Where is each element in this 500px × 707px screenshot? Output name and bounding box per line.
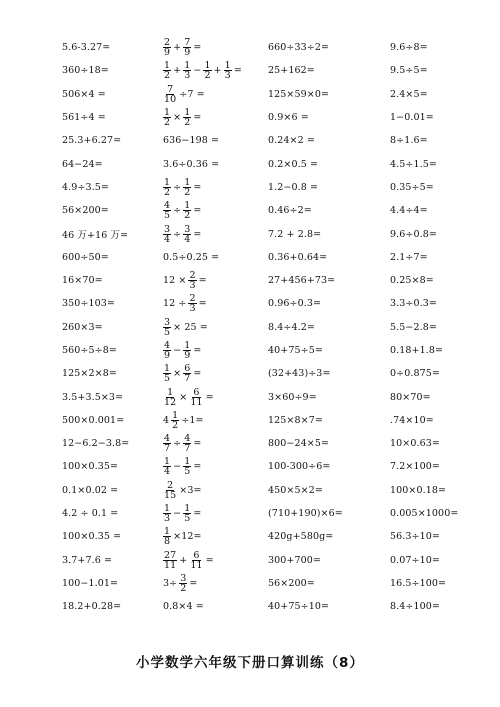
problem-item: 80×70= — [390, 391, 431, 403]
problem-item: 46 万+16 万= — [62, 230, 129, 242]
expression-text: = — [193, 112, 202, 124]
numerator: 1 — [224, 60, 231, 72]
fraction — [163, 364, 171, 383]
problem-column-3 — [268, 36, 388, 618]
numerator: 1 — [204, 60, 211, 72]
denominator: 3 — [189, 280, 196, 292]
problem-item: 0.2×0.5 = — [268, 158, 319, 170]
denominator: 9 — [184, 47, 191, 59]
denominator: 2 — [164, 117, 171, 129]
problem-item: 3.3÷0.3= — [390, 298, 437, 310]
expression-text: 636−198 = — [163, 135, 220, 147]
denominator: 7 — [164, 443, 171, 455]
problem-item: 0÷0.875= — [390, 368, 440, 380]
problem-item: 100×0.35= — [62, 461, 119, 473]
fraction — [183, 108, 191, 127]
fraction — [163, 341, 171, 360]
numerator: 1 — [164, 456, 171, 468]
denominator: 2 — [164, 186, 171, 198]
expression-text: × 25 = — [173, 321, 208, 333]
problem-item — [162, 432, 262, 455]
denominator: 12 — [164, 396, 177, 408]
problem-item: 2.4×5= — [390, 88, 428, 100]
problem-item: 18.2+0.28= — [62, 601, 122, 613]
problem-item — [162, 222, 262, 245]
problem-item: 27+456+73= — [268, 275, 336, 287]
problem-item: 0.1×0.02 = — [62, 484, 119, 496]
problem-item: 260×3= — [62, 321, 103, 333]
numerator: 4 — [184, 433, 191, 445]
fraction — [188, 294, 196, 313]
problem-item: 420g+580g= — [268, 531, 334, 543]
fraction — [183, 201, 191, 220]
fraction — [163, 434, 171, 453]
problem-item: 1.2−0.8 = — [268, 181, 319, 193]
fraction — [189, 551, 203, 570]
denominator: 9 — [184, 350, 191, 361]
problem-item: 9.6÷0.8= — [390, 228, 437, 240]
problem-item — [162, 595, 262, 618]
denominator: 8 — [164, 536, 171, 548]
expression-text: − — [173, 508, 182, 520]
denominator: 9 — [164, 47, 171, 59]
problem-item — [162, 409, 262, 432]
problem-item — [162, 129, 262, 152]
problem-item — [162, 152, 262, 175]
problem-item: 7.2×100= — [390, 461, 440, 473]
problem-item: 8.4÷4.2= — [268, 321, 315, 333]
fraction — [163, 481, 177, 500]
problem-item — [162, 59, 262, 82]
fraction — [183, 225, 191, 244]
fraction — [163, 38, 171, 57]
expression-text: ÷ — [173, 181, 182, 193]
denominator: 7 — [184, 443, 191, 455]
numerator: 3 — [164, 223, 171, 235]
denominator: 5 — [164, 210, 171, 222]
denominator: 4 — [164, 233, 171, 245]
denominator: 5 — [184, 513, 191, 525]
numerator: 3 — [180, 572, 187, 584]
problem-item: 300+700= — [268, 554, 321, 566]
problem-item: 450×5×2= — [268, 484, 323, 496]
problem-item: 9.5÷5= — [390, 65, 428, 77]
expression-text: ÷1= — [181, 414, 204, 426]
problem-item — [162, 339, 262, 362]
problem-item — [162, 525, 262, 548]
expression-text: = — [193, 205, 202, 217]
fraction — [163, 318, 171, 337]
denominator: 5 — [164, 326, 171, 338]
problem-item: 560÷5÷8= — [62, 345, 117, 356]
problem-item — [162, 176, 262, 199]
problem-item — [162, 246, 262, 269]
expression-text: ×12= — [173, 531, 202, 543]
fraction — [163, 85, 177, 104]
expression-text: + — [179, 554, 188, 566]
problem-item: 16×70= — [62, 275, 103, 287]
problem-item — [162, 572, 262, 595]
numerator: 1 — [164, 107, 171, 119]
expression-text: = — [198, 275, 207, 287]
expression-text: − — [193, 65, 202, 77]
problem-item: 125×59×0= — [268, 88, 330, 100]
problem-item: 40+75÷5= — [268, 345, 323, 356]
expression-text: = — [205, 554, 214, 566]
problem-item: 0.35÷5= — [390, 181, 434, 193]
denominator: 2 — [184, 210, 191, 222]
fraction — [183, 364, 191, 383]
numerator: 7 — [167, 83, 174, 95]
denominator: 5 — [164, 373, 171, 385]
denominator: 2 — [204, 70, 211, 82]
expression-text: = — [198, 298, 207, 310]
fraction — [163, 527, 171, 546]
problem-item: 8÷1.6= — [390, 135, 428, 147]
numerator: 1 — [164, 60, 171, 72]
denominator: 4 — [184, 233, 191, 245]
fraction — [183, 341, 191, 360]
expression-text: + — [173, 42, 182, 54]
expression-text: × — [173, 112, 182, 124]
expression-text: − — [173, 461, 182, 473]
problem-item — [162, 549, 262, 572]
denominator: 3 — [184, 70, 191, 82]
fraction — [183, 178, 191, 197]
denominator: 3 — [189, 303, 196, 315]
problem-item — [162, 502, 262, 525]
problem-item — [162, 83, 262, 106]
problem-item: 125×2×8= — [62, 368, 117, 380]
problem-item: 4.4÷4= — [390, 205, 428, 217]
denominator: 2 — [180, 582, 187, 594]
problem-item — [162, 106, 262, 129]
denominator: 2 — [172, 419, 179, 431]
problem-item: 800−24×5= — [268, 438, 330, 450]
problem-item — [162, 316, 262, 339]
problem-item: 40+75÷10= — [268, 601, 330, 613]
fraction — [189, 388, 203, 407]
problem-item: 125×8×7= — [268, 414, 323, 426]
numerator: 1 — [164, 176, 171, 188]
fraction — [188, 271, 196, 290]
numerator: 2 — [189, 270, 196, 282]
worksheet-title: 小学数学六年级下册口算训练（8） — [136, 655, 364, 671]
fraction — [163, 457, 171, 476]
expression-text: ÷ — [173, 228, 182, 240]
expression-text: = — [193, 42, 202, 54]
expression-text: × — [179, 391, 188, 403]
problem-item: 16.5÷100= — [390, 577, 447, 589]
expression-text: × — [173, 368, 182, 380]
problem-item: 3.7+7.6 = — [62, 554, 113, 566]
expression-text: = — [193, 345, 202, 356]
problem-item: (32+43)÷3= — [268, 368, 331, 380]
fraction — [163, 225, 171, 244]
problem-item: 3×60÷9= — [268, 391, 317, 403]
denominator: 11 — [164, 559, 177, 571]
problem-item: 660÷33÷2= — [268, 42, 330, 54]
denominator: 7 — [184, 373, 191, 385]
problem-item: 360÷18= — [62, 65, 109, 77]
numerator: 1 — [184, 456, 191, 468]
expression-text: + — [213, 65, 222, 77]
denominator: 11 — [190, 396, 203, 408]
problem-item — [162, 479, 262, 502]
expression-text: + — [173, 65, 182, 77]
problem-column-4 — [390, 36, 495, 618]
problem-item: 0.005×1000= — [390, 508, 459, 520]
expression-text: ÷ — [173, 205, 182, 217]
problem-item: 8.4÷100= — [390, 601, 440, 613]
fraction — [224, 61, 232, 80]
denominator: 5 — [184, 466, 191, 478]
numerator: 6 — [193, 386, 200, 398]
denominator: 10 — [164, 93, 177, 105]
numerator: 2 — [167, 479, 174, 491]
problem-item: 500×0.001= — [62, 414, 125, 426]
numerator: 1 — [172, 409, 179, 421]
expression-text: 0.5÷0.25 = — [163, 251, 220, 263]
problem-item — [162, 199, 262, 222]
fraction — [179, 574, 187, 593]
problem-item: 5.6-3.27= — [62, 42, 111, 54]
problem-item — [162, 36, 262, 59]
problem-item: 56×200= — [62, 205, 109, 217]
fraction — [163, 61, 171, 80]
problem-item: 56.3÷10= — [390, 531, 440, 543]
numerator: 4 — [164, 200, 171, 212]
fraction — [183, 38, 191, 57]
problem-item: 0.07÷10= — [390, 554, 440, 566]
fraction — [183, 504, 191, 523]
problem-item: 4.5÷1.5= — [390, 158, 437, 170]
numerator: 3 — [184, 223, 191, 235]
problem-item: 0.9×6 = — [268, 112, 309, 124]
problem-item: 25.3+6.27= — [62, 135, 122, 147]
denominator: 9 — [164, 350, 171, 361]
problem-item: 100×0.18= — [390, 484, 447, 496]
numerator: 6 — [193, 549, 200, 561]
problem-column-1 — [62, 36, 157, 618]
expression-text: 12 ÷ — [163, 298, 187, 310]
numerator: 2 — [164, 37, 171, 49]
problem-item — [162, 385, 262, 408]
numerator: 1 — [167, 386, 174, 398]
problem-item: 0.36+0.64= — [268, 251, 328, 263]
denominator: 2 — [164, 70, 171, 82]
numerator: 1 — [164, 363, 171, 375]
numerator: 27 — [164, 549, 177, 561]
problem-column-2 — [162, 36, 262, 618]
problem-item: 64−24= — [62, 158, 103, 170]
expression-text: = — [193, 438, 202, 450]
problem-item: 0.46÷2= — [268, 205, 312, 217]
problem-item: (710+190)×6= — [268, 508, 343, 520]
fraction — [163, 108, 171, 127]
denominator: 4 — [164, 466, 171, 478]
expression-text: = — [193, 368, 202, 380]
problem-item: 0.24×2 = — [268, 135, 315, 147]
expression-text: 12 × — [163, 275, 187, 287]
fraction — [163, 551, 177, 570]
numerator: 3 — [164, 316, 171, 328]
problem-item: 3.5+3.5×3= — [62, 391, 124, 403]
problem-item: 5.5−2.8= — [390, 321, 437, 333]
fraction — [183, 457, 191, 476]
problem-item: 4.9÷3.5= — [62, 181, 109, 193]
problem-item: 100-300÷6= — [268, 461, 331, 473]
numerator: 1 — [184, 176, 191, 188]
numerator: 2 — [189, 293, 196, 305]
problem-item — [162, 362, 262, 385]
denominator: 15 — [164, 489, 177, 501]
numerator: 1 — [164, 526, 171, 538]
numerator: 1 — [184, 60, 191, 72]
problem-item — [162, 269, 262, 292]
problem-item: 100−1.01= — [62, 577, 119, 589]
problem-item: 0.25×8= — [390, 275, 434, 287]
problem-item: 4.2 ÷ 0.1 = — [62, 508, 119, 520]
expression-text: = — [205, 391, 214, 403]
problem-item — [162, 455, 262, 478]
numerator: 4 — [164, 340, 171, 351]
problem-item: 2.1÷7= — [390, 251, 428, 263]
numerator: 1 — [184, 503, 191, 515]
problem-item: 1−0.01= — [390, 112, 434, 124]
problem-item: 9.6÷8= — [390, 42, 428, 54]
numerator: 1 — [164, 503, 171, 515]
numerator: 1 — [184, 200, 191, 212]
fraction — [171, 411, 179, 430]
numerator: 1 — [184, 340, 191, 351]
denominator: 2 — [184, 117, 191, 129]
expression-text: = — [233, 65, 242, 77]
problem-item: 100×0.35 = — [62, 531, 122, 543]
denominator: 3 — [164, 513, 171, 525]
fraction — [163, 178, 171, 197]
numerator: 4 — [164, 433, 171, 445]
fraction — [163, 504, 171, 523]
problem-item: 10×0.63= — [390, 438, 440, 450]
numerator: 1 — [184, 107, 191, 119]
fraction — [203, 61, 211, 80]
expression-text: ÷7 = — [179, 88, 205, 100]
expression-text: 0.8×4 = — [163, 601, 204, 613]
problem-item: 7.2 + 2.8= — [268, 228, 322, 240]
expression-text: = — [193, 508, 202, 520]
expression-text: = — [193, 228, 202, 240]
fraction — [163, 201, 171, 220]
expression-text: = — [189, 577, 198, 589]
expression-text: = — [193, 181, 202, 193]
numerator: 7 — [184, 37, 191, 49]
denominator: 11 — [190, 559, 203, 571]
problem-item — [162, 292, 262, 315]
problem-item: 350÷103= — [62, 298, 115, 310]
fraction — [163, 388, 177, 407]
problem-item: 25+162= — [268, 65, 315, 77]
problem-item: 0.96÷0.3= — [268, 298, 322, 310]
fraction — [183, 61, 191, 80]
problem-item: .74×10= — [390, 414, 434, 426]
expression-text: ×3= — [179, 484, 202, 496]
fraction — [183, 434, 191, 453]
numerator: 6 — [184, 363, 191, 375]
problem-item: 56×200= — [268, 577, 315, 589]
problem-item: 561÷4 = — [62, 112, 106, 124]
denominator: 3 — [224, 70, 231, 82]
problem-item: 600÷50= — [62, 251, 109, 263]
expression-text: ÷ — [173, 438, 182, 450]
problem-item: 12−6.2−3.8= — [62, 438, 130, 450]
expression-text: − — [173, 345, 182, 356]
problem-item: 0.18+1.8= — [390, 345, 444, 356]
problem-item: 506×4 = — [62, 88, 106, 100]
expression-text: 4 — [163, 414, 170, 426]
expression-text: 3.6÷0.36 = — [163, 158, 220, 170]
expression-text: 3÷ — [163, 577, 178, 589]
expression-text: = — [193, 461, 202, 473]
denominator: 2 — [184, 186, 191, 198]
